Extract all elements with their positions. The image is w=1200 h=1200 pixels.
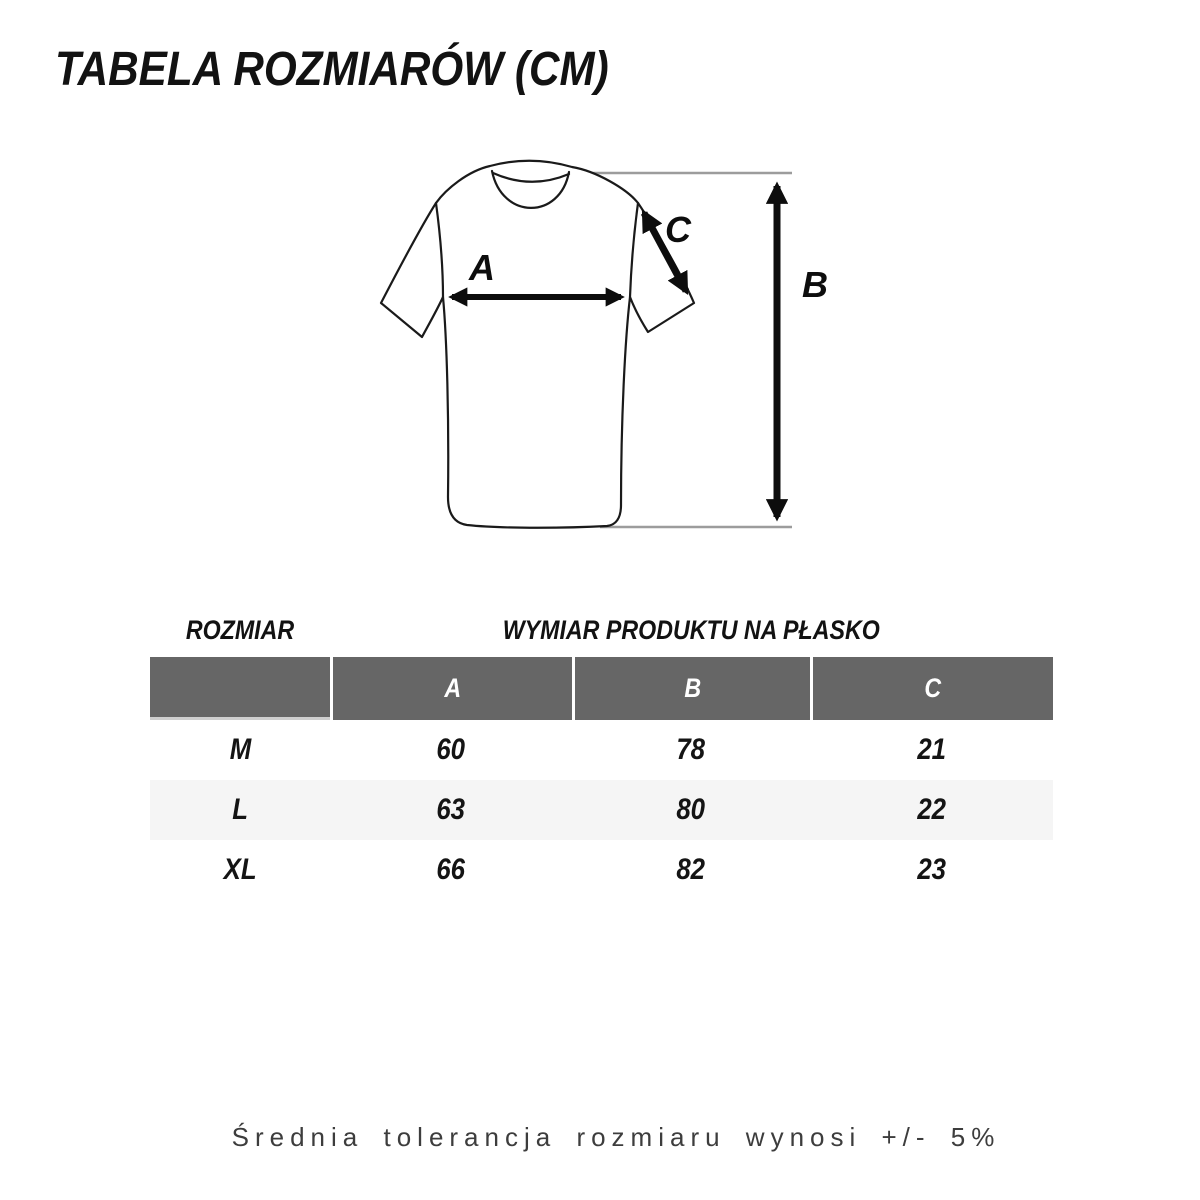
cell-c: 21 xyxy=(917,733,946,766)
size-table xyxy=(150,657,1053,900)
table-row-m xyxy=(150,720,1053,780)
table-row-l xyxy=(150,780,1053,840)
size-column-heading: ROZMIAR xyxy=(185,614,295,645)
cell-size: XL xyxy=(223,853,257,886)
measure-label-a: A xyxy=(469,247,495,288)
cell-size: L xyxy=(232,793,248,826)
cell-b: 82 xyxy=(676,853,706,886)
header-cell-b: B xyxy=(572,657,810,720)
tshirt-measurement-diagram xyxy=(350,140,850,560)
header-cell-c: C xyxy=(810,657,1053,720)
flat-measurements-heading: WYMIAR PRODUKTU NA PŁASKO xyxy=(502,614,881,645)
measure-label-c: C xyxy=(665,209,691,250)
tolerance-note: Średnia tolerancja rozmiaru wynosi +/- 5% xyxy=(231,1122,1001,1152)
cell-a: 60 xyxy=(436,733,466,766)
table-header-row xyxy=(150,657,1053,720)
cell-b: 78 xyxy=(676,733,706,766)
page-title: TABELA ROZMIARÓW (CM) xyxy=(55,43,609,96)
header-cell-a: A xyxy=(330,657,572,720)
cell-c: 23 xyxy=(917,853,946,886)
measure-label-b: B xyxy=(802,264,828,305)
cell-a: 66 xyxy=(436,853,466,886)
header-cell-size xyxy=(150,657,330,720)
cell-size: M xyxy=(229,733,251,766)
cell-a: 63 xyxy=(436,793,466,826)
table-row-xl xyxy=(150,840,1053,900)
cell-b: 80 xyxy=(676,793,706,826)
cell-c: 22 xyxy=(917,793,946,826)
